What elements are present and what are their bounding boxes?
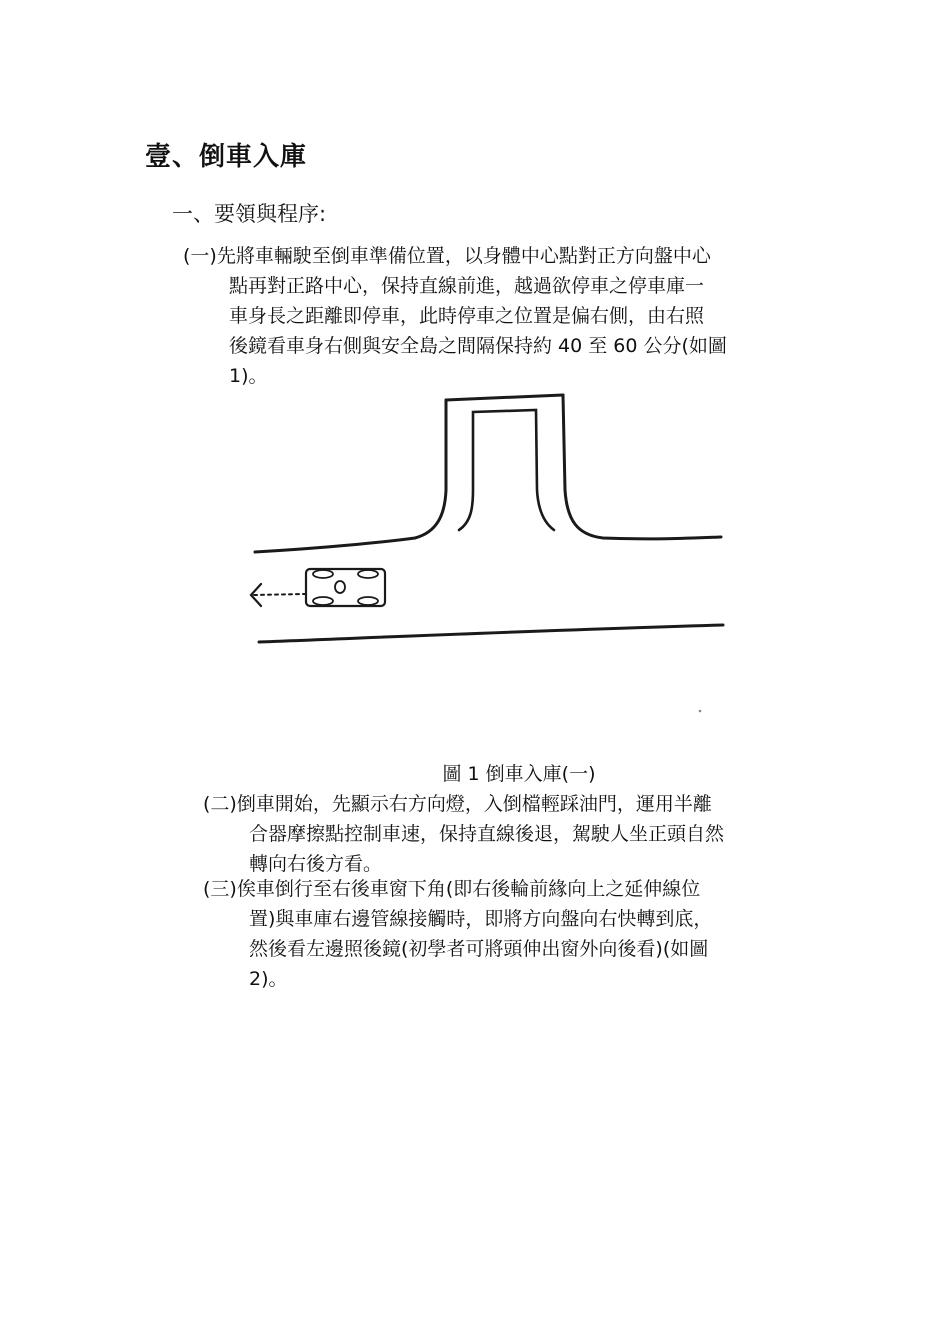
section-heading: 一、要領與程序: bbox=[172, 202, 327, 226]
car-wheel-icon bbox=[313, 570, 333, 578]
page-title: 壹、倒車入庫 bbox=[145, 142, 308, 172]
step-2-line: 合器摩擦點控制車速，保持直線後退，駕駛人坐正頭自然 bbox=[249, 823, 725, 845]
garage-diagram bbox=[245, 380, 735, 730]
driver-position-icon bbox=[335, 581, 345, 593]
car-wheel-icon bbox=[358, 570, 378, 578]
step-3-paragraph bbox=[203, 874, 712, 994]
road-lower-edge bbox=[259, 625, 723, 642]
garage-right-outer-wall bbox=[563, 395, 721, 539]
garage-inner-left-wall bbox=[459, 410, 554, 530]
figure-caption bbox=[0, 759, 950, 786]
step-1-line: 點再對正路中心，保持直線前進，越過欲停車之停車庫一 bbox=[229, 275, 705, 297]
step-2-line: (二)倒車開始，先顯示右方向燈，入倒檔輕踩油門，運用半離 bbox=[203, 793, 712, 815]
step-3-line: 然後看左邊照後鏡(初學者可將頭伸出窗外向後看)(如圖 bbox=[249, 938, 709, 960]
step-1-paragraph bbox=[183, 241, 727, 391]
step-1-line: (一)先將車輛駛至倒車準備位置，以身體中心點對正方向盤中心 bbox=[183, 245, 711, 267]
step-3-line: 置)與車庫右邊管線接觸時，即將方向盤向右快轉到底， bbox=[249, 908, 713, 930]
figure-caption-text: 圖 1 倒車入庫(一) bbox=[442, 763, 596, 785]
step-1-line: 後鏡看車身右側與安全島之間隔保持約 40 至 60 公分(如圖 bbox=[229, 335, 727, 357]
car-wheel-icon bbox=[358, 597, 378, 605]
road-upper-edge-left bbox=[255, 400, 446, 552]
direction-arrow-dotted-line bbox=[254, 594, 305, 595]
garage-top-wall bbox=[446, 395, 563, 400]
step-3-line: (三)俟車倒行至右後車窗下角(即右後輪前緣向上之延伸線位 bbox=[203, 878, 701, 900]
step-2-line: 轉向右後方看。 bbox=[249, 853, 383, 875]
step-1-line: 1)。 bbox=[229, 365, 268, 387]
step-2-paragraph bbox=[203, 789, 724, 879]
car-wheel-icon bbox=[313, 597, 333, 605]
step-1-line: 車身長之距離即停車，此時停車之位置是偏右側，由右照 bbox=[229, 305, 705, 327]
step-3-line: 2)。 bbox=[249, 968, 288, 990]
